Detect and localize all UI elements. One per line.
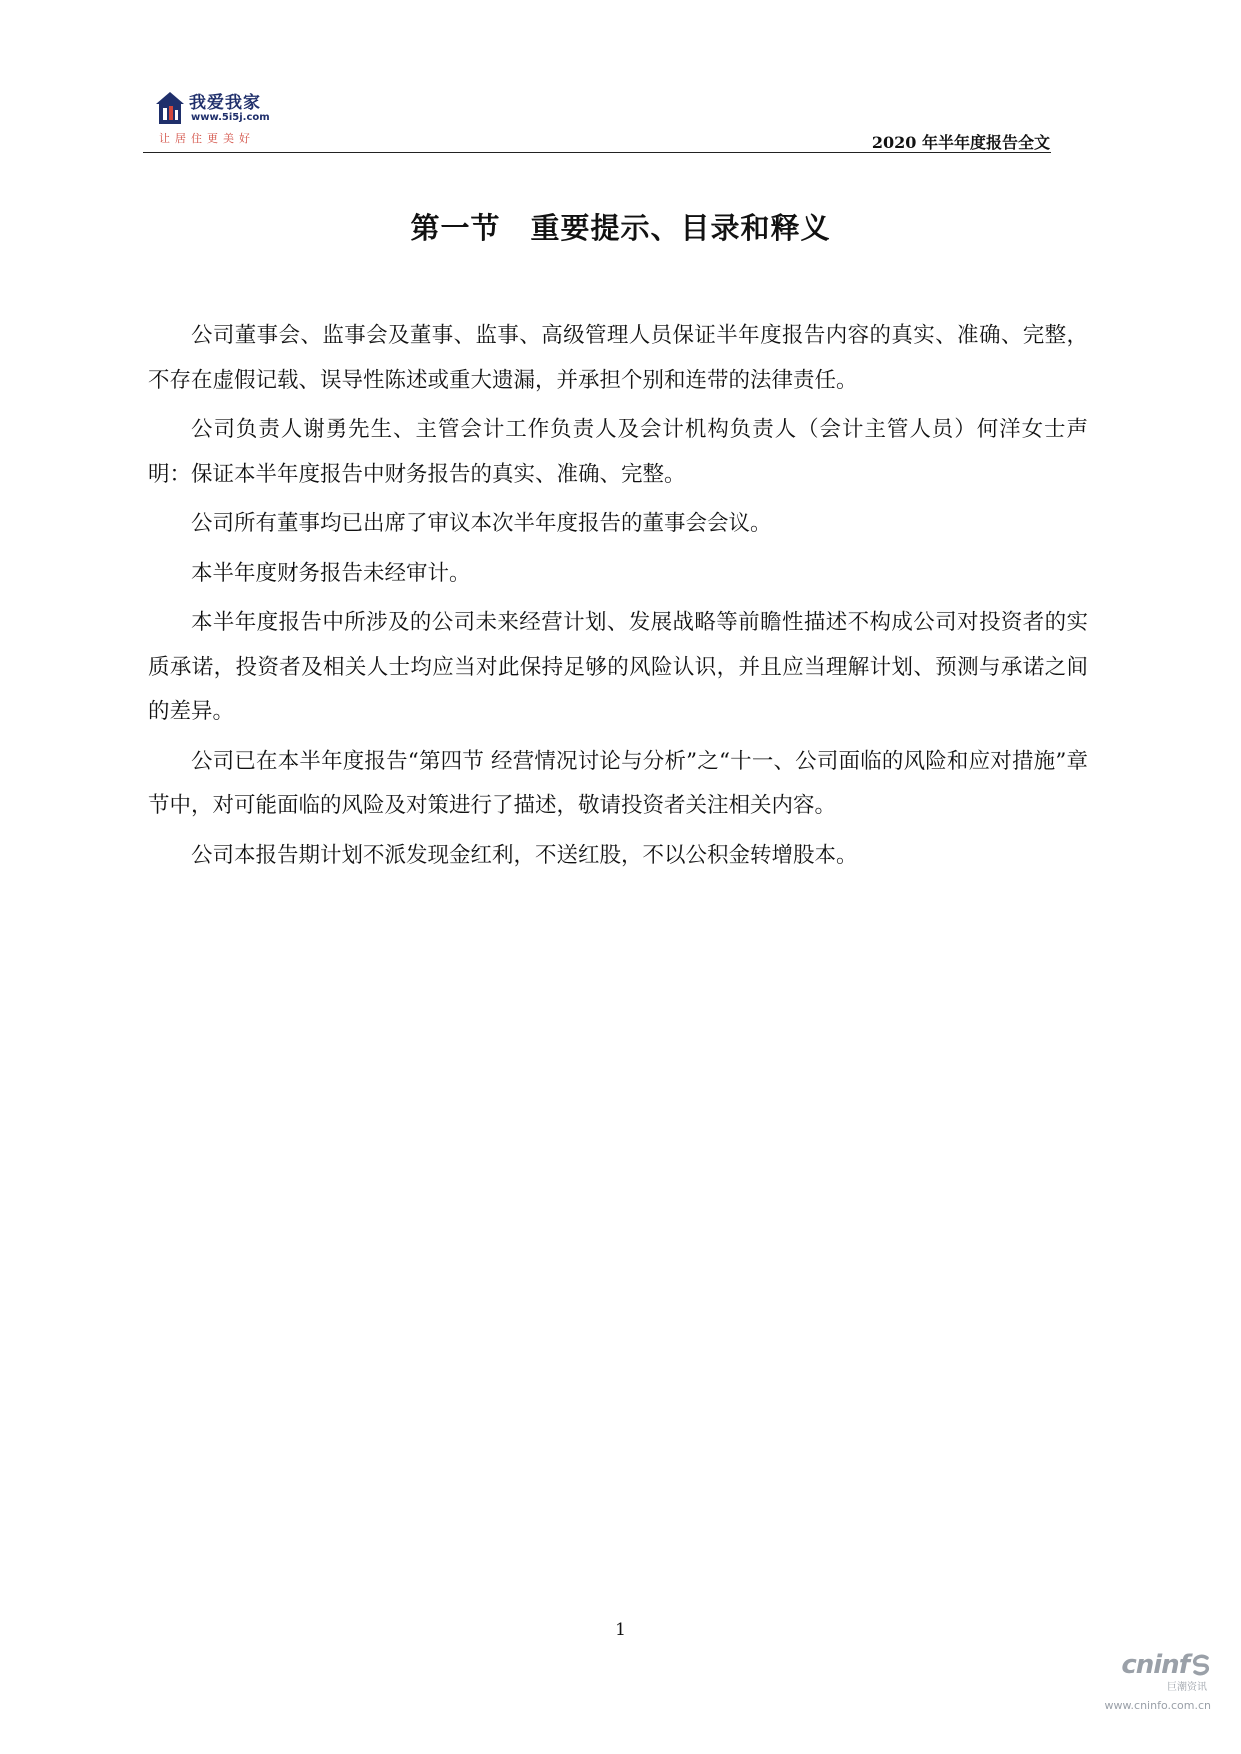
- company-logo: [155, 86, 305, 148]
- logo-slogan: 让居住更美好: [159, 132, 255, 145]
- watermark-url: www.cninfo.com.cn: [1104, 1699, 1211, 1712]
- paragraph: 本半年度报告中所涉及的公司未来经营计划、发展战略等前瞻性描述不构成公司对投资者的实质承诺，投资者及相关人士均应当对此保持足够的风险认识，并且应当理解计划、预测与承诺之间的差异。: [148, 610, 1088, 724]
- paragraph: 公司董事会、监事会及董事、监事、高级管理人员保证半年度报告内容的真实、准确、完整，不存在虚假记载、误导性陈述或重大遗漏，并承担个别和连带的法律责任。: [148, 323, 1088, 393]
- logo-name: 我爱我家: [189, 93, 261, 113]
- cninfo-watermark: [1061, 1650, 1211, 1720]
- document-body: [148, 314, 1088, 883]
- section-title: 第一节 重要提示、目录和释义: [410, 211, 831, 246]
- paragraph: 本半年度财务报告未经审计。: [191, 560, 471, 586]
- house-logo-icon: [155, 90, 185, 126]
- paragraph: 公司本报告期计划不派发现金红利，不送红股，不以公积金转增股本。: [191, 842, 858, 868]
- watermark-subtitle: 巨潮资讯: [1167, 1682, 1207, 1693]
- watermark-brand: cninf: [1121, 1650, 1189, 1680]
- paragraph: 公司已在本半年度报告“第四节 经营情况讨论与分析”之“十一、公司面临的风险和应对措施”章节中，对可能面临的风险及对策进行了描述，敬请投资者关注相关内容。: [148, 748, 1088, 818]
- paragraph: 公司负责人谢勇先生、主管会计工作负责人及会计机构负责人（会计主管人员）何洋女士声明：保证本半年度报告中财务报告的真实、准确、完整。: [148, 417, 1088, 487]
- paragraph: 公司所有董事均已出席了审议本次半年度报告的董事会会议。: [191, 511, 772, 536]
- document-header-title: 2020 年半年度报告全文: [871, 133, 1050, 152]
- page-number: 1: [615, 1620, 626, 1640]
- cninfo-swirl-icon: [1191, 1654, 1211, 1676]
- header-divider: [143, 152, 1051, 153]
- logo-url: www.5i5j.com: [191, 112, 270, 123]
